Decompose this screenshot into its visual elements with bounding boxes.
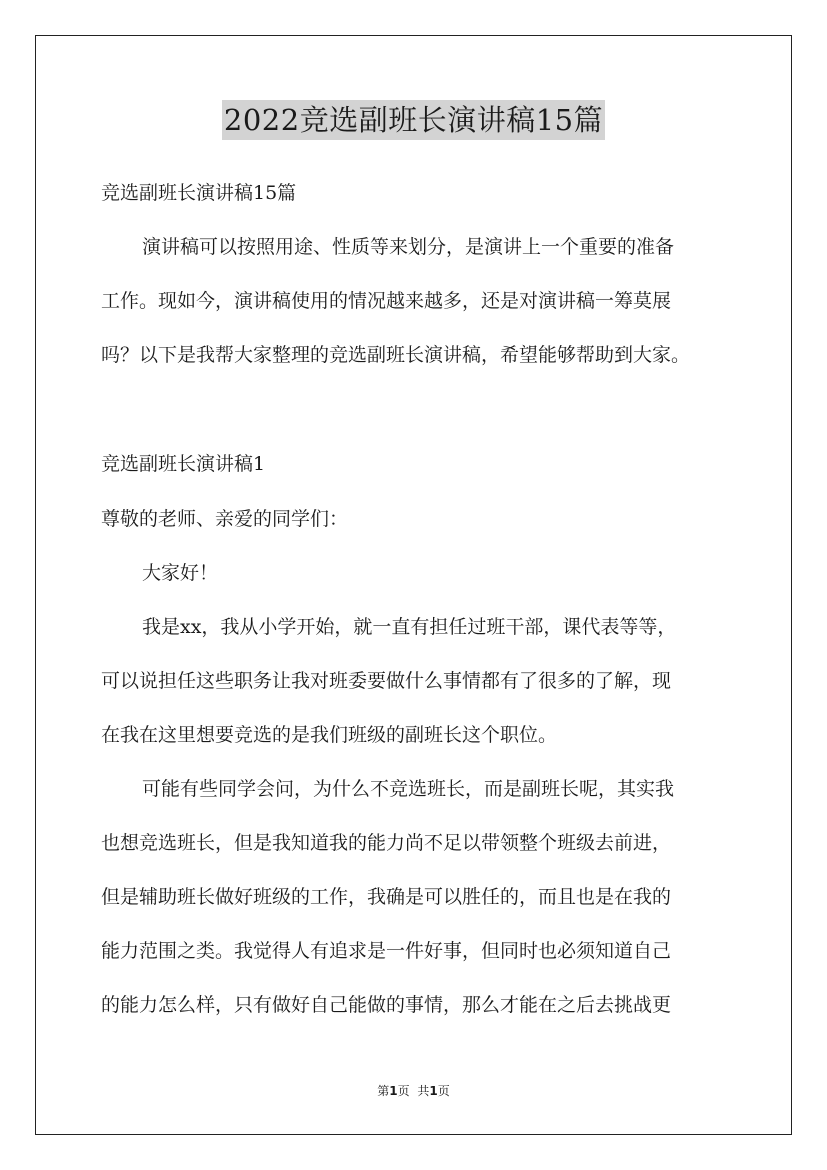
paragraph-line: 工作。现如今，演讲稿使用的情况越来越多，还是对演讲稿一筹莫展 (101, 290, 672, 312)
paragraph-line: 在我在这里想要竞选的是我们班级的副班长这个职位。 (101, 724, 558, 746)
paragraph-line: 也想竞选班长，但是我知道我的能力尚不足以带领整个班级去前进， (101, 832, 672, 854)
paragraph-line: 可以说担任这些职务让我对班委要做什么事情都有了很多的了解，现 (101, 670, 672, 692)
section-heading: 竞选副班长演讲稿1 (101, 453, 266, 475)
greeting-line: 大家好！ (142, 562, 219, 584)
paragraph-line: 能力范围之类。我觉得人有追求是一件好事，但同时也必须知道自己 (101, 940, 672, 962)
paragraph-line: 吗？以下是我帮大家整理的竞选副班长演讲稿，希望能够帮助到大家。 (101, 344, 691, 366)
salutation-line: 尊敬的老师、亲爱的同学们： (101, 508, 349, 530)
document-title-text: 2022竞选副班长演讲稿15篇 (222, 100, 605, 140)
total-prefix: 共 (417, 1084, 430, 1098)
document-title (0, 100, 827, 140)
total-pages: 1 (429, 1084, 438, 1098)
page-number: 1 (389, 1084, 398, 1098)
total-suffix: 页 (437, 1084, 450, 1098)
page-prefix: 第 (377, 1084, 390, 1098)
paragraph-line: 演讲稿可以按照用途、性质等来划分，是演讲上一个重要的准备 (142, 236, 675, 258)
page-footer (0, 1083, 827, 1099)
page-suffix: 页 (397, 1084, 410, 1098)
paragraph-line: 可能有些同学会问，为什么不竞选班长，而是副班长呢，其实我 (142, 778, 675, 800)
paragraph-line: 我是xx，我从小学开始，就一直有担任过班干部，课代表等等， (142, 616, 677, 638)
subtitle-line: 竞选副班长演讲稿15篇 (101, 182, 297, 204)
paragraph-line: 但是辅助班长做好班级的工作，我确是可以胜任的，而且也是在我的 (101, 886, 672, 908)
paragraph-line: 的能力怎么样，只有做好自己能做的事情，那么才能在之后去挑战更 (101, 994, 672, 1016)
